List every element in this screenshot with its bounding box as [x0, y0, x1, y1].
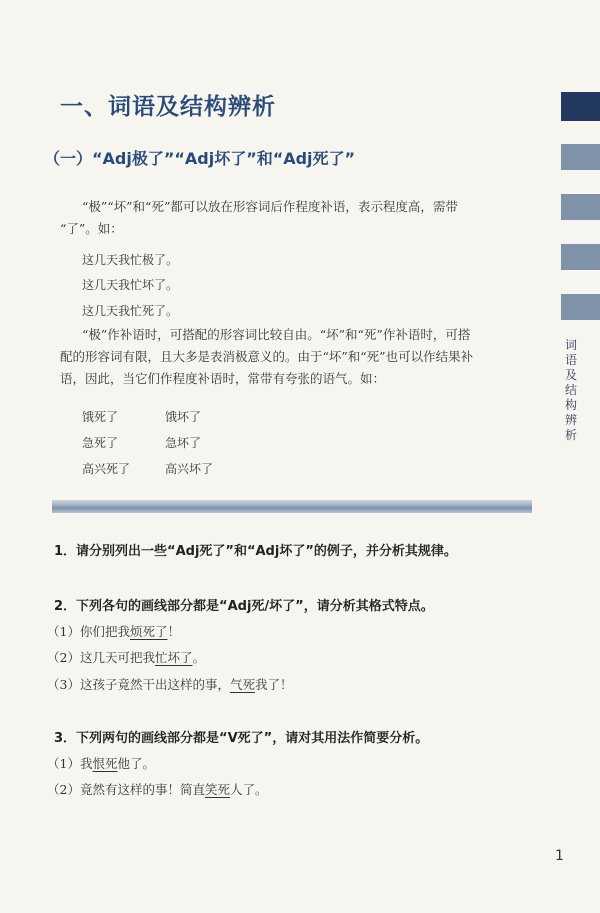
question-1: 1．请分别列出一些“Adj死了”和“Adj坏了”的例子，并分析其规律。 — [54, 544, 457, 559]
question-2-item-2 — [47, 648, 205, 666]
explain-line-2: 配的形容词有限，且大多是表消极意义的。由于“坏”和“死”也可以作结果补 — [60, 349, 474, 364]
example-word: 饿死了 — [82, 410, 119, 424]
underlined-phrase: 笑死 — [204, 782, 230, 797]
item-number: （2） — [47, 650, 80, 665]
item-text: ！ — [167, 624, 180, 639]
side-chapter-label: 词语及结构辨析 — [564, 338, 577, 442]
item-text: 我了！ — [254, 677, 293, 692]
item-number: （3） — [47, 677, 80, 692]
item-number: （1） — [47, 624, 80, 639]
item-text: 。 — [192, 650, 205, 665]
intro-line-1: “极”“坏”和“死”都可以放在形容词后作程度补语，表示程度高，需带 — [82, 199, 458, 214]
example-word: 急坏了 — [165, 436, 202, 450]
example-word: 高兴坏了 — [165, 462, 214, 476]
question-3-item-2 — [47, 780, 268, 798]
item-text: 他了。 — [117, 756, 155, 771]
chapter-tab-active — [561, 92, 600, 121]
example-sentence: 这几天我忙死了。 — [82, 304, 179, 318]
section-title: 一、词语及结构辨析 — [60, 94, 276, 120]
question-2-item-3 — [47, 675, 293, 693]
question-3: 3．下列两句的画线部分都是“V死了”，请对其用法作简要分析。 — [54, 731, 429, 746]
explain-line-3: 语，因此，当它们作程度补语时，常带有夸张的语气。如： — [60, 371, 386, 386]
underlined-phrase: 恨死 — [92, 756, 118, 771]
chapter-tab — [561, 244, 600, 270]
item-text: 你们把我 — [79, 624, 130, 639]
chapter-tab — [561, 294, 600, 320]
underlined-phrase: 忙坏了 — [154, 650, 193, 665]
example-word: 饿坏了 — [165, 410, 202, 424]
example-word: 急死了 — [82, 436, 119, 450]
subsection-title: （一）“Adj极了”“Adj坏了”和“Adj死了” — [44, 149, 356, 168]
chapter-tab — [561, 194, 600, 220]
question-3-item-1 — [47, 754, 155, 772]
intro-line-2: “了”。如： — [60, 221, 123, 236]
chapter-tab — [561, 144, 600, 170]
item-text: 我 — [79, 756, 93, 771]
item-text: 人了。 — [229, 782, 268, 797]
item-number: （2） — [47, 782, 80, 797]
explain-line-1: “极”作补语时，可搭配的形容词比较自由。“坏”和“死”作补语时，可搭 — [82, 327, 471, 342]
item-text: 这孩子竟然干出这样的事， — [79, 677, 230, 692]
example-word: 高兴死了 — [82, 462, 131, 476]
example-sentence: 这几天我忙坏了。 — [82, 278, 179, 292]
underlined-phrase: 气死 — [229, 677, 255, 692]
section-divider — [52, 500, 532, 513]
question-2-item-1 — [47, 622, 180, 640]
example-sentence: 这几天我忙极了。 — [82, 253, 179, 267]
page-number: 1 — [555, 848, 564, 864]
underlined-phrase: 烦死了 — [129, 624, 168, 639]
question-2: 2．下列各句的画线部分都是“Adj死/坏了”，请分析其格式特点。 — [54, 599, 434, 614]
item-number: （1） — [47, 756, 80, 771]
item-text: 竟然有这样的事！简直 — [79, 782, 205, 797]
item-text: 这几天可把我 — [79, 650, 155, 665]
